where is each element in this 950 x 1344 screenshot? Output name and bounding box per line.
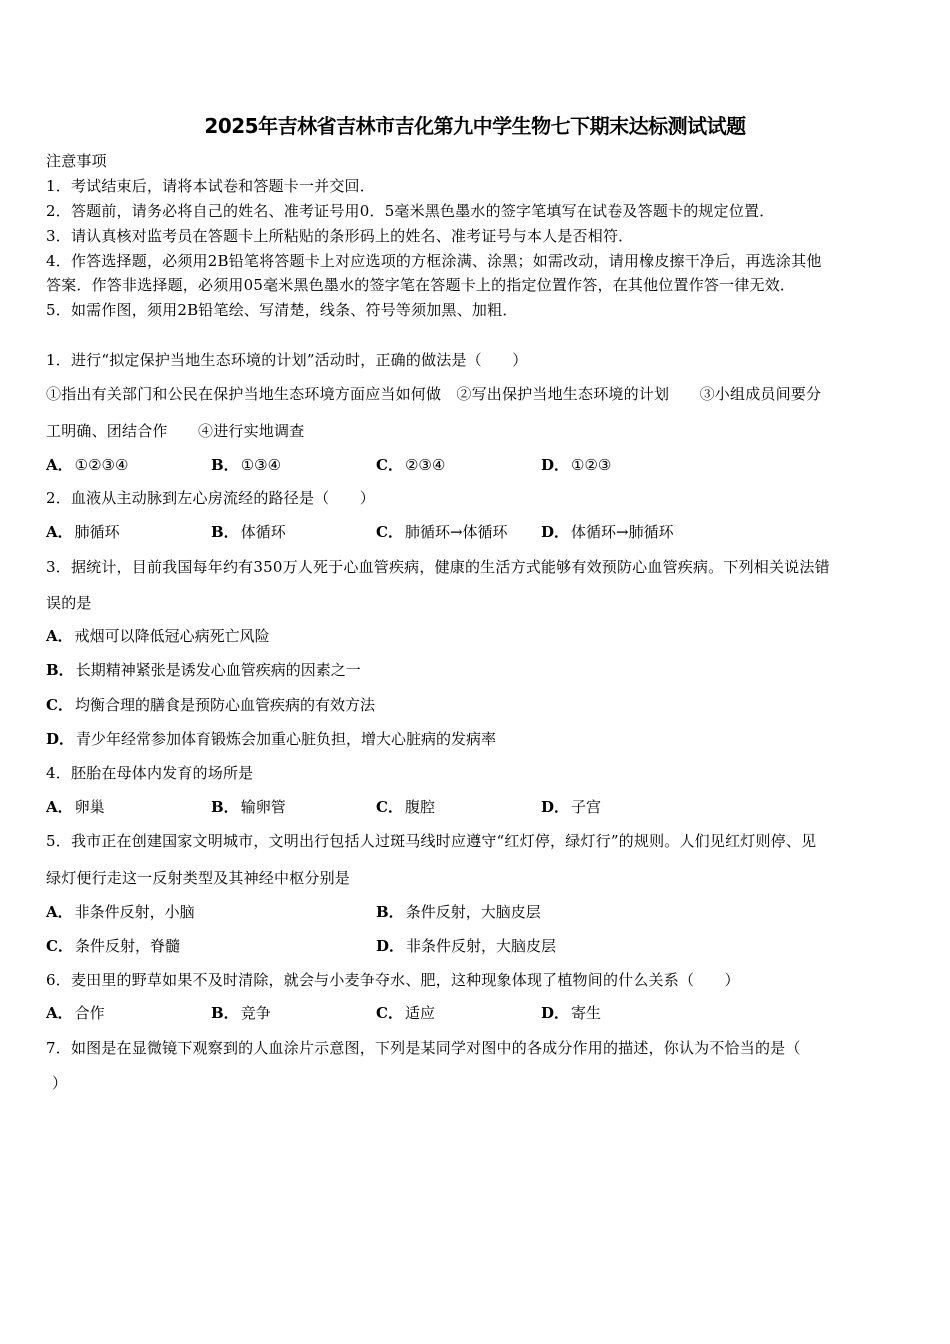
question-2-option-a[interactable]: A． 肺循环 — [46, 523, 120, 541]
question-1-option-a[interactable]: A． ①②③④ — [46, 456, 129, 474]
question-4-stem: 4．胚胎在母体内发育的场所是 — [46, 764, 254, 782]
question-4-option-d[interactable]: D． 子宫 — [541, 798, 602, 816]
question-5-option-c[interactable]: C． 条件反射，脊髓 — [46, 937, 180, 955]
question-5-line: 绿灯便行走这一反射类型及其神经中枢分别是 — [46, 869, 351, 887]
question-5-option-d[interactable]: D． 非条件反射，大脑皮层 — [376, 937, 557, 955]
question-2-stem: 2．血液从主动脉到左心房流经的路径是（ ） — [46, 489, 375, 507]
question-1-line: 工明确、团结合作 ④进行实地调查 — [46, 422, 305, 440]
question-1-option-c[interactable]: C． ②③④ — [376, 456, 446, 474]
page-title: 2025年吉林省吉林市吉化第九中学生物七下期末达标测试试题 — [204, 114, 746, 138]
question-1-line: ①指出有关部门和公民在保护当地生态环境方面应当如何做 ②写出保护当地生态环境的计划 ③小组成员间要分 — [46, 385, 822, 403]
question-4-option-b[interactable]: B． 输卵管 — [211, 798, 286, 816]
notice-item: 3．请认真核对监考员在答题卡上所粘贴的条形码上的姓名、准考证号与本人是否相符． — [46, 227, 634, 245]
question-6-option-b[interactable]: B． 竞争 — [211, 1004, 271, 1022]
notice-heading: 注意事项 — [46, 152, 107, 170]
question-1-option-b[interactable]: B． ①③④ — [211, 456, 282, 474]
notice-item: 2．答题前，请务必将自己的姓名、准考证号用0．5毫米黑色墨水的签字笔填写在试卷及答题卡的规定位置． — [46, 202, 775, 220]
notice-item: 答案．作答非选择题，必须用05毫米黑色墨水的签字笔在答题卡上的指定位置作答，在其他位置作答一律无效． — [46, 276, 796, 294]
question-1-stem: 1．进行“拟定保护当地生态环境的计划”活动时，正确的做法是（ ） — [46, 351, 528, 369]
question-4-option-c[interactable]: C． 腹腔 — [376, 798, 435, 816]
question-4-option-a[interactable]: A． 卵巢 — [46, 798, 105, 816]
question-3-stem: 3．据统计，目前我国每年约有350万人死于心血管疾病，健康的生活方式能够有效预防心血管疾病。下列相关说法错 — [46, 558, 830, 576]
question-2-option-c[interactable]: C． 肺循环→体循环 — [376, 523, 508, 541]
question-6-stem: 6．麦田里的野草如果不及时清除，就会与小麦争夺水、肥，这种现象体现了植物间的什么关系（ ） — [46, 971, 740, 989]
question-3-line: 误的是 — [46, 594, 92, 612]
question-7-stem: 7．如图是在显微镜下观察到的人血涂片示意图，下列是某同学对图中的各成分作用的描述，你认为不恰当的是（ — [46, 1039, 801, 1057]
notice-item: 4．作答选择题，必须用2B铅笔将答题卡上对应选项的方框涂满、涂黑；如需改动，请用橡皮擦干净后，再选涂其他 — [46, 252, 822, 270]
question-3-option-d[interactable]: D． 青少年经常参加体育锻炼会加重心脏负担，增大心脏病的发病率 — [46, 730, 497, 748]
question-2-option-d[interactable]: D． 体循环→肺循环 — [541, 523, 674, 541]
question-1-option-d[interactable]: D． ①②③ — [541, 456, 612, 474]
question-5-option-a[interactable]: A． 非条件反射，小脑 — [46, 903, 195, 921]
question-5-option-b[interactable]: B． 条件反射，大脑皮层 — [376, 903, 541, 921]
question-5-stem: 5．我市正在创建国家文明城市，文明出行包括人过斑马线时应遵守“红灯停，绿灯行”的规则。人们见红灯则停、见 — [46, 832, 817, 850]
question-2-option-b[interactable]: B． 体循环 — [211, 523, 286, 541]
notice-item: 5．如需作图，须用2B铅笔绘、写清楚，线条、符号等须加黑、加粗． — [46, 301, 518, 319]
question-3-option-b[interactable]: B． 长期精神紧张是诱发心血管疾病的因素之一 — [46, 661, 361, 679]
question-6-option-c[interactable]: C． 适应 — [376, 1004, 435, 1022]
question-3-option-c[interactable]: C． 均衡合理的膳食是预防心血管疾病的有效方法 — [46, 696, 375, 714]
notice-item: 1．考试结束后，请将本试卷和答题卡一并交回． — [46, 177, 375, 195]
question-6-option-a[interactable]: A． 合作 — [46, 1004, 105, 1022]
question-3-option-a[interactable]: A． 戒烟可以降低冠心病死亡风险 — [46, 627, 270, 645]
question-6-option-d[interactable]: D． 寄生 — [541, 1004, 602, 1022]
question-7-line: ） — [52, 1074, 68, 1092]
